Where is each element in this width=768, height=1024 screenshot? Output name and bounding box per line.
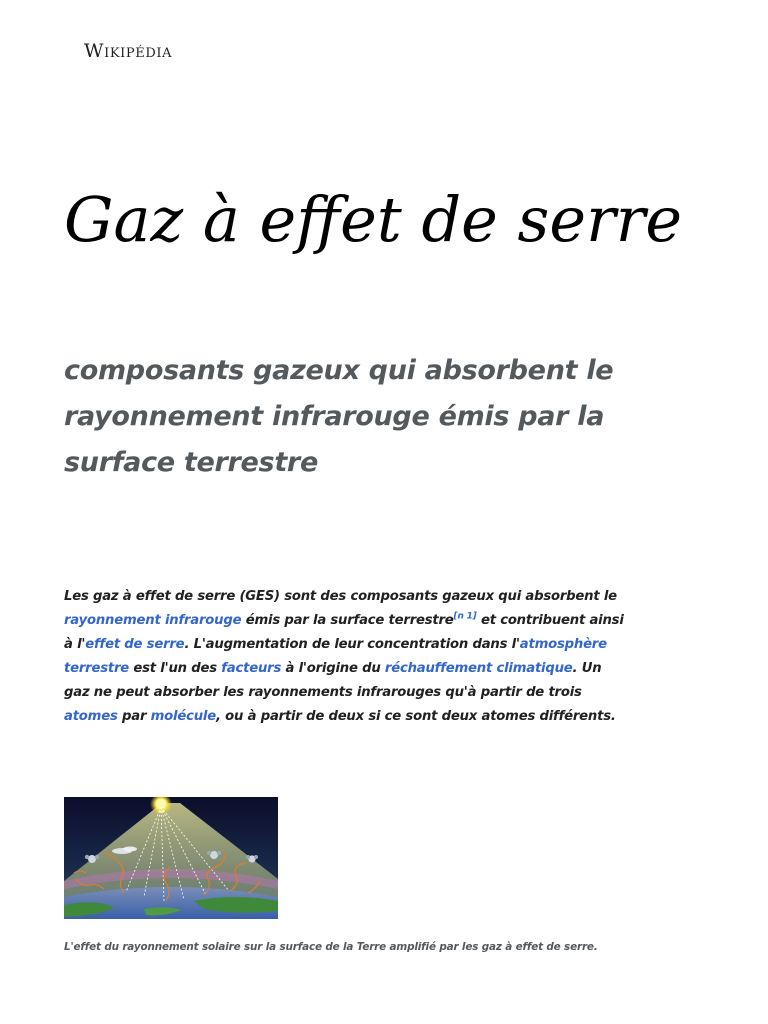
intro-text: émis par la surface terrestre bbox=[241, 613, 454, 628]
intro-text: . Un gaz ne peut absorber les rayonnements infrarouges qu'à partir de trois bbox=[64, 661, 602, 700]
intro-text: , ou à partir de deux si ce sont deux atomes différents. bbox=[215, 709, 616, 724]
link-molecule[interactable]: molécule bbox=[150, 709, 216, 724]
intro-text: et contribuent ainsi à l' bbox=[64, 613, 624, 652]
link-rechauffement-climatique[interactable]: réchauffement climatique bbox=[384, 661, 573, 676]
intro-text: Les gaz à effet de serre (GES) sont des composants gazeux qui absorbent le bbox=[64, 589, 617, 604]
intro-text: à l'origine du bbox=[281, 661, 385, 676]
footnote-n1[interactable]: [n 1] bbox=[453, 611, 477, 622]
page-title: Gaz à effet de serre bbox=[64, 183, 683, 256]
link-rayonnement-infrarouge[interactable]: rayonnement infrarouge bbox=[64, 613, 242, 628]
intro-paragraph bbox=[64, 585, 624, 729]
page-subtitle: composants gazeux qui absorbent le rayonnement infrarouge émis par la surface terrestre bbox=[64, 355, 614, 478]
wikipedia-logo[interactable]: Wikipédia bbox=[84, 40, 173, 62]
link-atomes[interactable]: atomes bbox=[64, 709, 118, 724]
intro-text: est l'un des bbox=[129, 661, 222, 676]
link-facteurs[interactable]: facteurs bbox=[221, 661, 282, 676]
greenhouse-diagram bbox=[64, 797, 278, 919]
greenhouse-effect-image[interactable] bbox=[64, 797, 278, 919]
link-effet-de-serre[interactable]: effet de serre bbox=[85, 637, 185, 652]
intro-text: . L'augmentation de leur concentration dans l' bbox=[184, 637, 520, 652]
image-caption: L'effet du rayonnement solaire sur la surface de la Terre amplifié par les gaz à effet de serre. bbox=[64, 941, 598, 953]
intro-text: par bbox=[117, 709, 151, 724]
link-atmosphere-terrestre[interactable]: atmosphère terrestre bbox=[64, 637, 607, 676]
